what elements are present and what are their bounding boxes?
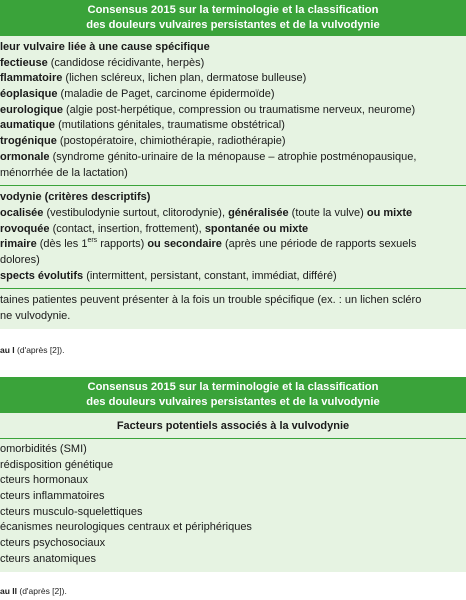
- section-vulvodynia-criteria: [0, 186, 466, 289]
- section-note: [0, 289, 466, 328]
- table-1-title-line2: des douleurs vulvaires persistantes et de la vulvodynie: [86, 19, 380, 31]
- list-item: spects évolutifs (intermittent, persistant, constant, immédiat, différé): [0, 269, 337, 282]
- list-item: fectieuse (candidose récidivante, herpès): [0, 56, 205, 69]
- list-item: eurologique (algie post-herpétique, compression ou traumatisme nerveux, neurome): [0, 103, 416, 116]
- table-2-title-line1: Consensus 2015 sur la terminologie et la classification: [87, 381, 379, 393]
- list-item: trogénique (postopératoire, chimiothérapie, radiothérapie): [0, 135, 286, 148]
- table-1-body: [0, 36, 466, 329]
- list-item: écanismes neurologiques centraux et périphériques: [0, 521, 252, 534]
- list-item: ménorrhée de la lactation): [0, 166, 128, 179]
- section-specific-cause: [0, 36, 466, 186]
- list-item: cteurs anatomiques: [0, 552, 96, 565]
- list-item: cteurs hormonaux: [0, 474, 89, 487]
- section-heading: leur vulvaire liée à une cause spécifique: [0, 41, 210, 53]
- note-line: ne vulvodynie.: [0, 310, 71, 322]
- list-item: ormonale (syndrome génito-urinaire de la ménopause – atrophie postménopausique,: [0, 150, 417, 163]
- list-item: omorbidités (SMI): [0, 443, 87, 455]
- list-item: rédisposition génétique: [0, 458, 114, 471]
- table-1-caption: au I (d'après [2]).: [0, 345, 65, 355]
- table-2-subheading: Facteurs potentiels associés à la vulvodynie: [0, 413, 466, 439]
- section-heading: vodynie (critères descriptifs): [0, 191, 151, 204]
- list-item: flammatoire (lichen scléreux, lichen plan, dermatose bulleuse): [0, 72, 307, 85]
- table-2-list: [0, 439, 466, 572]
- list-item: cteurs musculo-squelettiques: [0, 505, 143, 518]
- list-item: éoplasique (maladie de Paget, carcinome épidermoïde): [0, 88, 275, 101]
- table-1-header: [0, 0, 466, 36]
- note-line: taines patientes peuvent présenter à la fois un trouble spécifique (ex. : un lichen scléro: [0, 294, 422, 307]
- list-item: rimaire (dès les 1ers rapports) ou secondaire (après une période de rapports sexuels: [0, 237, 417, 251]
- table-2: [0, 377, 466, 572]
- list-item: dolores): [0, 253, 40, 266]
- table-2-title-line2: des douleurs vulvaires persistantes et de la vulvodynie: [86, 396, 380, 408]
- list-item: ocalisée (vestibulodynie surtout, clitorodynie), généralisée (toute la vulve) ou mixte: [0, 206, 413, 219]
- list-item: cteurs psychosociaux: [0, 537, 106, 550]
- table-1-title-line1: Consensus 2015 sur la terminologie et la classification: [87, 4, 379, 16]
- table-2-header: [0, 377, 466, 413]
- list-item: cteurs inflammatoires: [0, 490, 105, 503]
- list-item: rovoquée (contact, insertion, frottement), spontanée ou mixte: [0, 222, 309, 235]
- list-item: aumatique (mutilations génitales, traumatisme obstétrical): [0, 119, 285, 132]
- table-2-caption: au II (d'après [2]).: [0, 586, 67, 596]
